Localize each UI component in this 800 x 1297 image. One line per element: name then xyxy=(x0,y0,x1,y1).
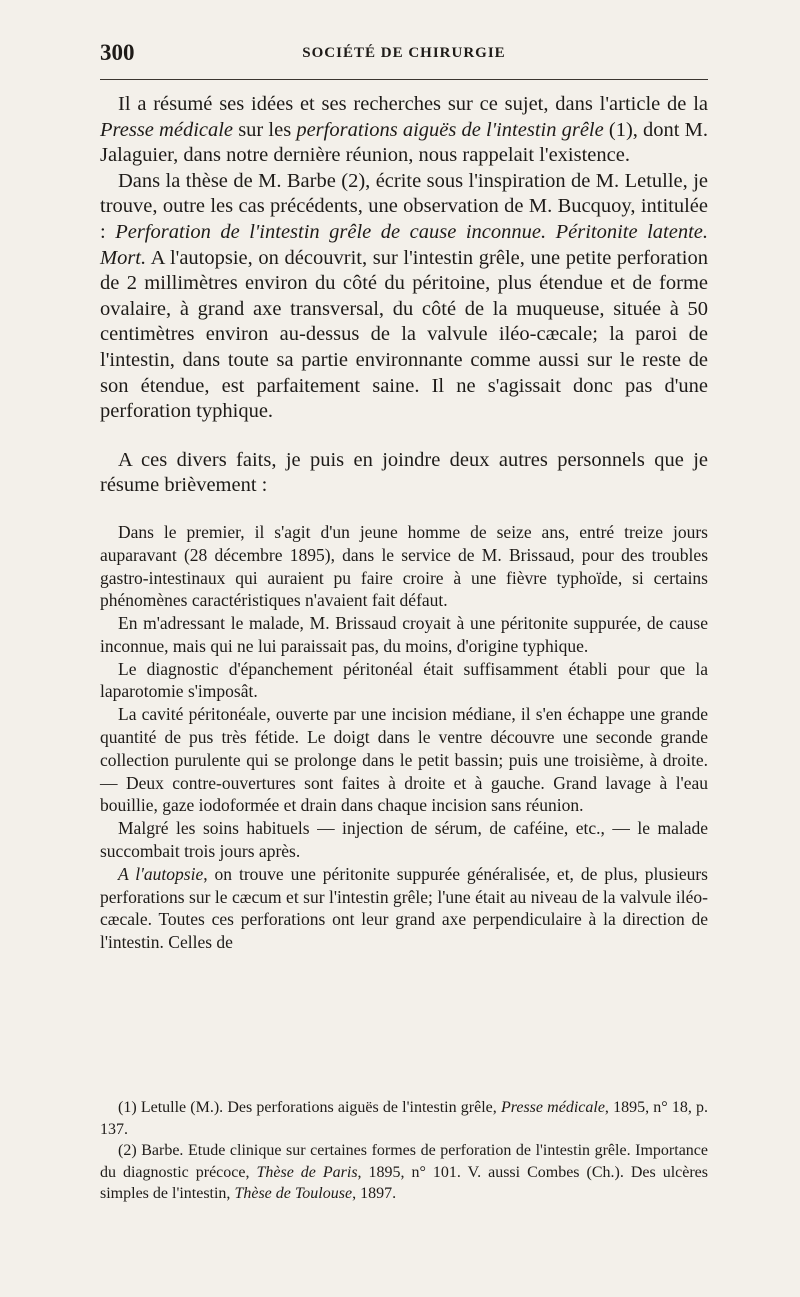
paragraph-2: Dans la thèse de M. Barbe (2), écrite sous l'inspiration de M. Letulle, je trouve, outre les cas précédents, une observation de M. Bucquoy, intitulée : Perforation de l'intestin grêle de cause inconnue. Péritonite latente. Mort. A l'autopsie, on découvrit, sur l'intestin grêle, une petite perforation de 2 millimètres environ du côté du péritoine, plus étendue et de forme ovalaire, à grand axe transversal, du côté de la muqueuse, située à 50 centimètres environ au-dessus de la valvule iléo-cæcale; la paroi de l'intestin, dans toute sa partie environnante comme aussi sur le reste de son étendue, est parfaitement saine. Il ne s'agissait donc pas d'une perforation typhique. xyxy=(100,169,708,423)
header-rule xyxy=(100,79,708,80)
case-paragraph-5: Malgré les soins habituels — injection de sérum, de caféine, etc., — le malade succombait trois jours après. xyxy=(100,818,708,862)
page-number: 300 xyxy=(100,40,135,65)
footnote-1: (1) Letulle (M.). Des perforations aiguës de l'intestin grêle, Presse médicale, 1895, n° 18, p. 137. xyxy=(100,1099,708,1138)
case-paragraph-2: En m'adressant le malade, M. Brissaud croyait à une péritonite suppurée, de cause inconnue, mais qui ne lui paraissait pas, du moins, d'origine typhique. xyxy=(100,613,708,656)
main-text xyxy=(100,92,708,499)
footnote-2: (2) Barbe. Etude clinique sur certaines formes de perforation de l'intestin grêle. Importance du diagnostic précoce, Thèse de Paris, 1895, n° 101. V. aussi Combes (Ch.). Des ulcères simples de l'intestin, Thèse de Toulouse, 1897. xyxy=(100,1142,708,1203)
case-paragraph-4: La cavité péritonéale, ouverte par une incision médiane, il s'en échappe une grande quantité de pus très fétide. Le doigt dans le ventre découvre une seconde grande collection purulente qui se prolonge dans le petit bassin; puis une troisième, à droite. — Deux contre-ouvertures sont faites à droite et à gauche. Grand lavage à l'eau bouillie, gaze iodoformée et drain dans chaque incision sans réunion. xyxy=(100,704,708,816)
paragraph-1: Il a résumé ses idées et ses recherches sur ce sujet, dans l'article de la Presse médicale sur les perforations aiguës de l'intestin grêle (1), dont M. Jalaguier, dans notre dernière réunion, nous rappelait l'existence. xyxy=(100,93,709,167)
case-report xyxy=(100,521,708,954)
footnotes xyxy=(100,1097,708,1205)
page-body xyxy=(100,92,708,954)
section-gap xyxy=(100,499,708,521)
paragraph-3: A ces divers faits, je puis en joindre deux autres personnels que je résume brièvement : xyxy=(100,448,708,497)
running-title: SOCIÉTÉ DE CHIRURGIE xyxy=(302,45,506,61)
page-header xyxy=(100,40,708,70)
section-gap xyxy=(100,425,708,448)
case-paragraph-3: Le diagnostic d'épanchement péritonéal était suffisamment établi pour que la laparotomie s'imposât. xyxy=(100,658,708,702)
case-paragraph-1: Dans le premier, il s'agit d'un jeune homme de seize ans, entré treize jours auparavant (28 décembre 1895), dans le service de M. Brissaud, pour des troubles gastro-intestinaux qui auraient pu faire croire à une fièvre typhoïde, si certains phénomènes caractéristiques n'avaient fait défaut. xyxy=(100,521,708,611)
case-paragraph-6: A l'autopsie, on trouve une péritonite suppurée généralisée, et, de plus, plusieurs perforations sur le cæcum et sur l'intestin grêle; l'une était au niveau de la valvule iléo-cæcale. Toutes ces perforations ont leur grand axe perpendiculaire à la direction de l'intestin. Celles de xyxy=(100,863,708,953)
